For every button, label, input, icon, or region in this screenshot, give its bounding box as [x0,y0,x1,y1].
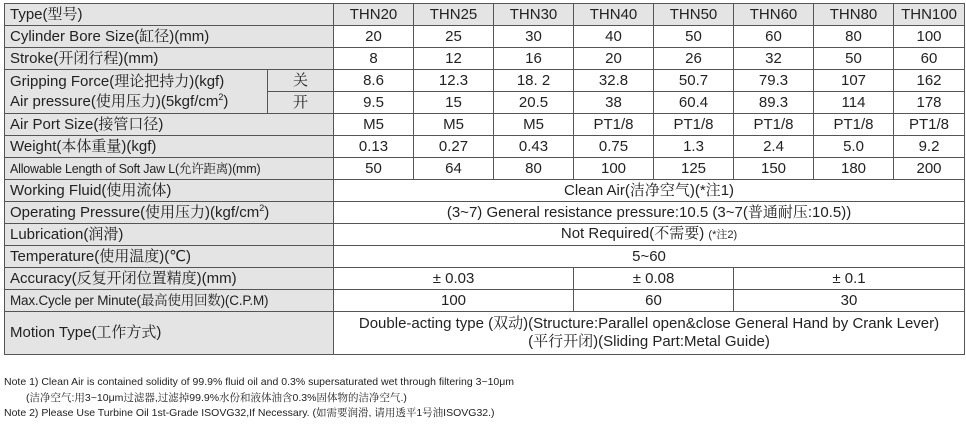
table-cell: 20 [334,26,414,48]
motion-row [5,312,965,355]
table-cell: 60.4 [654,92,734,114]
table-cell: 200 [894,158,965,180]
table-cell: 12.3 [414,70,494,92]
table-cell: 30 [494,26,574,48]
model-header: THN40 [574,4,654,26]
notes [4,375,514,422]
bore-row [5,26,965,48]
type-label: Type(型号) [5,4,334,26]
open-label: 开 [268,92,334,114]
table-cell: 26 [654,48,734,70]
table-cell: 1.3 [654,136,734,158]
table-cell: 30 [734,290,965,312]
table-cell: 0.75 [574,136,654,158]
table-cell: 125 [654,158,734,180]
accuracy-label: Accuracy(反复开闭位置精度)(mm) [5,268,334,290]
model-header: THN30 [494,4,574,26]
table-cell: 100 [894,26,965,48]
model-header: THN50 [654,4,734,26]
table-cell: 9.5 [334,92,414,114]
table-cell: 2.4 [734,136,814,158]
table-cell: ± 0.08 [574,268,734,290]
bore-label: Cylinder Bore Size(缸径)(mm) [5,26,334,48]
table-cell: 40 [574,26,654,48]
table-cell: M5 [334,114,414,136]
table-cell: 25 [414,26,494,48]
table-cell: 50 [814,48,894,70]
port-label: Air Port Size(接管口径) [5,114,334,136]
table-cell: 50 [334,158,414,180]
stroke-row [5,48,965,70]
model-header: THN25 [414,4,494,26]
model-header: THN20 [334,4,414,26]
jaw-row [5,158,965,180]
table-cell: 0.27 [414,136,494,158]
spec-table [4,3,965,355]
table-cell: PT1/8 [894,114,965,136]
table-cell: 180 [814,158,894,180]
table-cell: 60 [574,290,734,312]
table-cell: 64 [414,158,494,180]
table-cell: 18. 2 [494,70,574,92]
jaw-label: Allowable Length of Soft Jaw L(允许距离)(mm) [5,158,334,180]
fluid-row [5,180,965,202]
table-cell: 9.2 [894,136,965,158]
note-1: Note 1) Clean Air is contained solidity of 99.9% fluid oil and 0.3% supersaturated wet through filtering 3~10μm [4,376,515,388]
table-cell: 20.5 [494,92,574,114]
table-cell: 32.8 [574,70,654,92]
table-cell: 150 [734,158,814,180]
table-cell: 100 [574,158,654,180]
port-row [5,114,965,136]
table-cell: 178 [894,92,965,114]
note-2: Note 2) Please Use Turbine Oil 1st-Grade ISOVG32,If Necessary. (如需要润滑, 请用透平1号油ISOVG32.) [4,407,495,419]
table-cell: 162 [894,70,965,92]
weight-row [5,136,965,158]
grip-label [5,70,268,114]
table-cell: 15 [414,92,494,114]
table-cell: 8 [334,48,414,70]
table-cell: 80 [494,158,574,180]
fluid-label: Working Fluid(使用流体) [5,180,334,202]
close-label: 关 [268,70,334,92]
model-header: THN80 [814,4,894,26]
temp-value: 5~60 [334,246,965,268]
lube-value: Not Required(不需要) (*注2) [334,224,965,246]
table-cell: 38 [574,92,654,114]
table-cell: 89.3 [734,92,814,114]
motion-value: Double-acting type (双动)(Structure:Parallel open&close General Hand by Crank Lever)(平行开闭)(Sliding Part:Metal Guide) [334,312,965,355]
grip-close-row [5,70,965,92]
table-cell: 107 [814,70,894,92]
model-header: THN60 [734,4,814,26]
weight-label: Weight(本体重量)(kgf) [5,136,334,158]
pressure-row [5,202,965,224]
temp-row [5,246,965,268]
table-cell: 60 [734,26,814,48]
fluid-value: Clean Air(洁净空气)(*注1) [334,180,965,202]
cycle-label: Max.Cycle per Minute(最高使用回数)(C.P.M) [5,290,334,312]
pressure-value: (3~7) General resistance pressure:10.5 (3~7(普通耐压:10.5)) [334,202,965,224]
table-cell: 79.3 [734,70,814,92]
table-cell: 0.43 [494,136,574,158]
table-cell: 32 [734,48,814,70]
table-cell: 20 [574,48,654,70]
motion-label: Motion Type(工作方式) [5,312,334,355]
table-cell: PT1/8 [654,114,734,136]
table-cell: 60 [894,48,965,70]
temp-label: Temperature(使用温度)(℃) [5,246,334,268]
stroke-label: Stroke(开闭行程)(mm) [5,48,334,70]
table-cell: PT1/8 [814,114,894,136]
table-cell: 8.6 [334,70,414,92]
note-1-translation: (洁净空气:用3~10μm过滤器,过滤掉99.9%水份和液体油含0.3%固体物的洁净空气.) [26,391,407,404]
model-header: THN100 [894,4,965,26]
table-cell: M5 [494,114,574,136]
lube-row [5,224,965,246]
table-cell: M5 [414,114,494,136]
table-cell: 5.0 [814,136,894,158]
grip-label-line1: Gripping Force(理论把持力)(kgf) [10,72,225,90]
table-cell: ± 0.1 [734,268,965,290]
table-cell: PT1/8 [574,114,654,136]
accuracy-row [5,268,965,290]
table-cell: 80 [814,26,894,48]
table-cell: 50 [654,26,734,48]
table-cell: 100 [334,290,574,312]
grip-label-line2: Air pressure(使用压力)$(5kgf/cm^2)$ [10,91,229,110]
table-cell: 114 [814,92,894,114]
pressure-label: Operating Pressure(使用压力)$(kgf/cm^2)$ [5,202,334,224]
table-cell: ± 0.03 [334,268,574,290]
table-cell: 16 [494,48,574,70]
header-row [5,4,965,26]
table-cell: 12 [414,48,494,70]
cycle-row [5,290,965,312]
table-cell: 0.13 [334,136,414,158]
lube-label: Lubrication(润滑) [5,224,334,246]
table-cell: PT1/8 [734,114,814,136]
table-cell: 50.7 [654,70,734,92]
